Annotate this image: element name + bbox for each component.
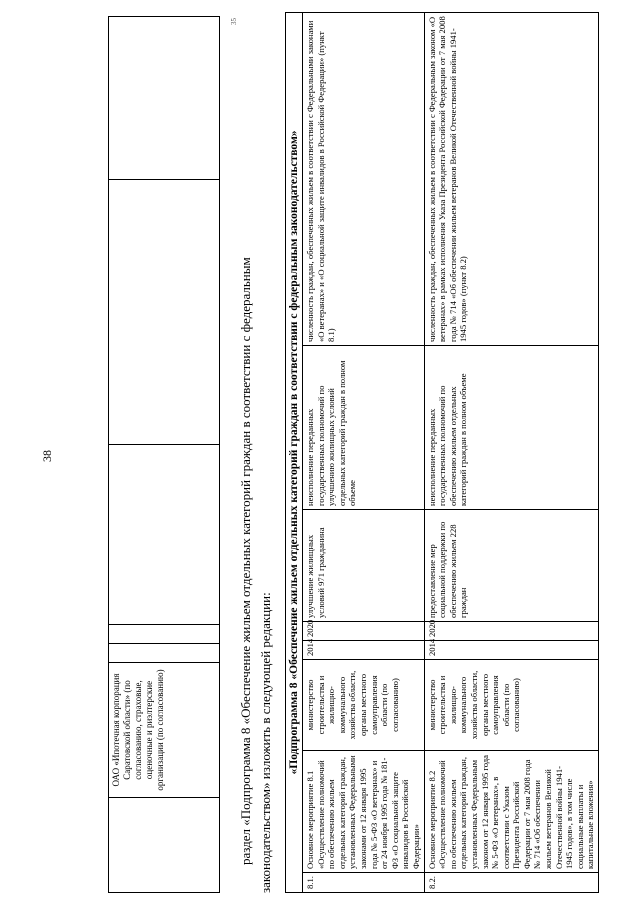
- empty-cell: [109, 17, 220, 180]
- table-row: [303, 12, 425, 892]
- intro-line-1: раздел «Подпрограмма 8 «Обеспечение жильем отдельных категорий граждан в соответствии с федеральным: [238, 257, 253, 865]
- end-year-cell: 2020: [424, 622, 599, 641]
- continued-table: [108, 16, 220, 893]
- start-year-cell: 2014: [424, 641, 599, 660]
- empty-cell: [109, 798, 220, 893]
- intro-paragraph: [236, 13, 276, 893]
- org-cell: ОАО «Ипотечная корпорация Саратовской области» (по согласованию, страховые, оценочные и риэлтерские организации (по согласованию): [109, 663, 220, 798]
- measure-cell: Основное мероприятие 8.2 «Осуществление полномочий по обеспечению жильем отдельных категорий граждан, установленных Федеральным законом от 12 января 1995 года № 5-ФЗ «О ветеранах», в соответствии с Указом Президента Российской Федерации от 7 мая 2008 года № 714 «Об обеспечении жильем ветеранов Великой Отечественной войны 1941-1945 годов», в том числе социальные выплаты и капитальные вложения»: [424, 751, 599, 873]
- empty-cell: [109, 625, 220, 644]
- consequence-cell: неисполнение переданных государственных полномочий по обеспечению жильем отдельных категорий граждан в полном объеме: [424, 346, 599, 510]
- executor-cell: министерство строительства и жилищно-коммунального хозяйства области, органы местного самоуправления области (по согласованию): [424, 660, 599, 751]
- subprogram-header: «Подпрограмма 8 «Обеспечение жильем отдельных категорий граждан в соответствии с федеральным законодательством»: [286, 12, 303, 892]
- empty-cell: [109, 445, 220, 625]
- page-number: 38: [40, 450, 54, 462]
- empty-cell: [109, 644, 220, 663]
- indicator-cell: численность граждан, обеспеченных жильем в соответствии с Федеральным законом «О ветеранах» в рамках исполнения Указа Президента Российской Федерации от 7 мая 2008 года № 714 «Об обеспечении жильем ветеранов Великой Отечественной войны 1941-1945 годов» (пункт 8.2): [424, 12, 599, 345]
- table-row: [424, 12, 599, 892]
- subprogram-table: [285, 12, 599, 893]
- start-year-cell: 2014: [303, 641, 425, 660]
- intro-line-2: законодательством» изложить в следующей редакции:: [258, 592, 273, 893]
- row-number: 8.1.: [303, 873, 425, 893]
- side-mark: 35: [230, 18, 238, 25]
- row-number: 8.2.: [424, 873, 599, 893]
- result-cell: улучшение жилищных условий 971 гражданина: [303, 510, 425, 622]
- measure-cell: Основное мероприятие 8.1 «Осуществление полномочий по обеспечению жильем отдельных категорий граждан, установленных Федеральными законами от 12 января 1995 года № 5-ФЗ «О ветеранах» и от 24 ноября 1995 года № 181-ФЗ «О социальной защите инвалидов в Российской Федерации»: [303, 751, 425, 873]
- indicator-cell: численность граждан, обеспеченных жильем в соответствии с Федеральными законами «О ветеранах» и «О социальной защите инвалидов в Российской Федерации» (пункт 8.1): [303, 12, 425, 345]
- empty-cell: [109, 180, 220, 445]
- result-cell: предоставление мер социальной поддержки по обеспечению жильем 228 граждан: [424, 510, 599, 622]
- table-header-row: [286, 12, 303, 892]
- end-year-cell: 2020: [303, 622, 425, 641]
- executor-cell: министерство строительства и жилищно-коммунального хозяйства области, органы местного самоуправления области (по согласованию): [303, 660, 425, 751]
- consequence-cell: неисполнение переданных государственных полномочий по улучшению жилищных условий отдельных категорий граждан в полном объеме: [303, 346, 425, 510]
